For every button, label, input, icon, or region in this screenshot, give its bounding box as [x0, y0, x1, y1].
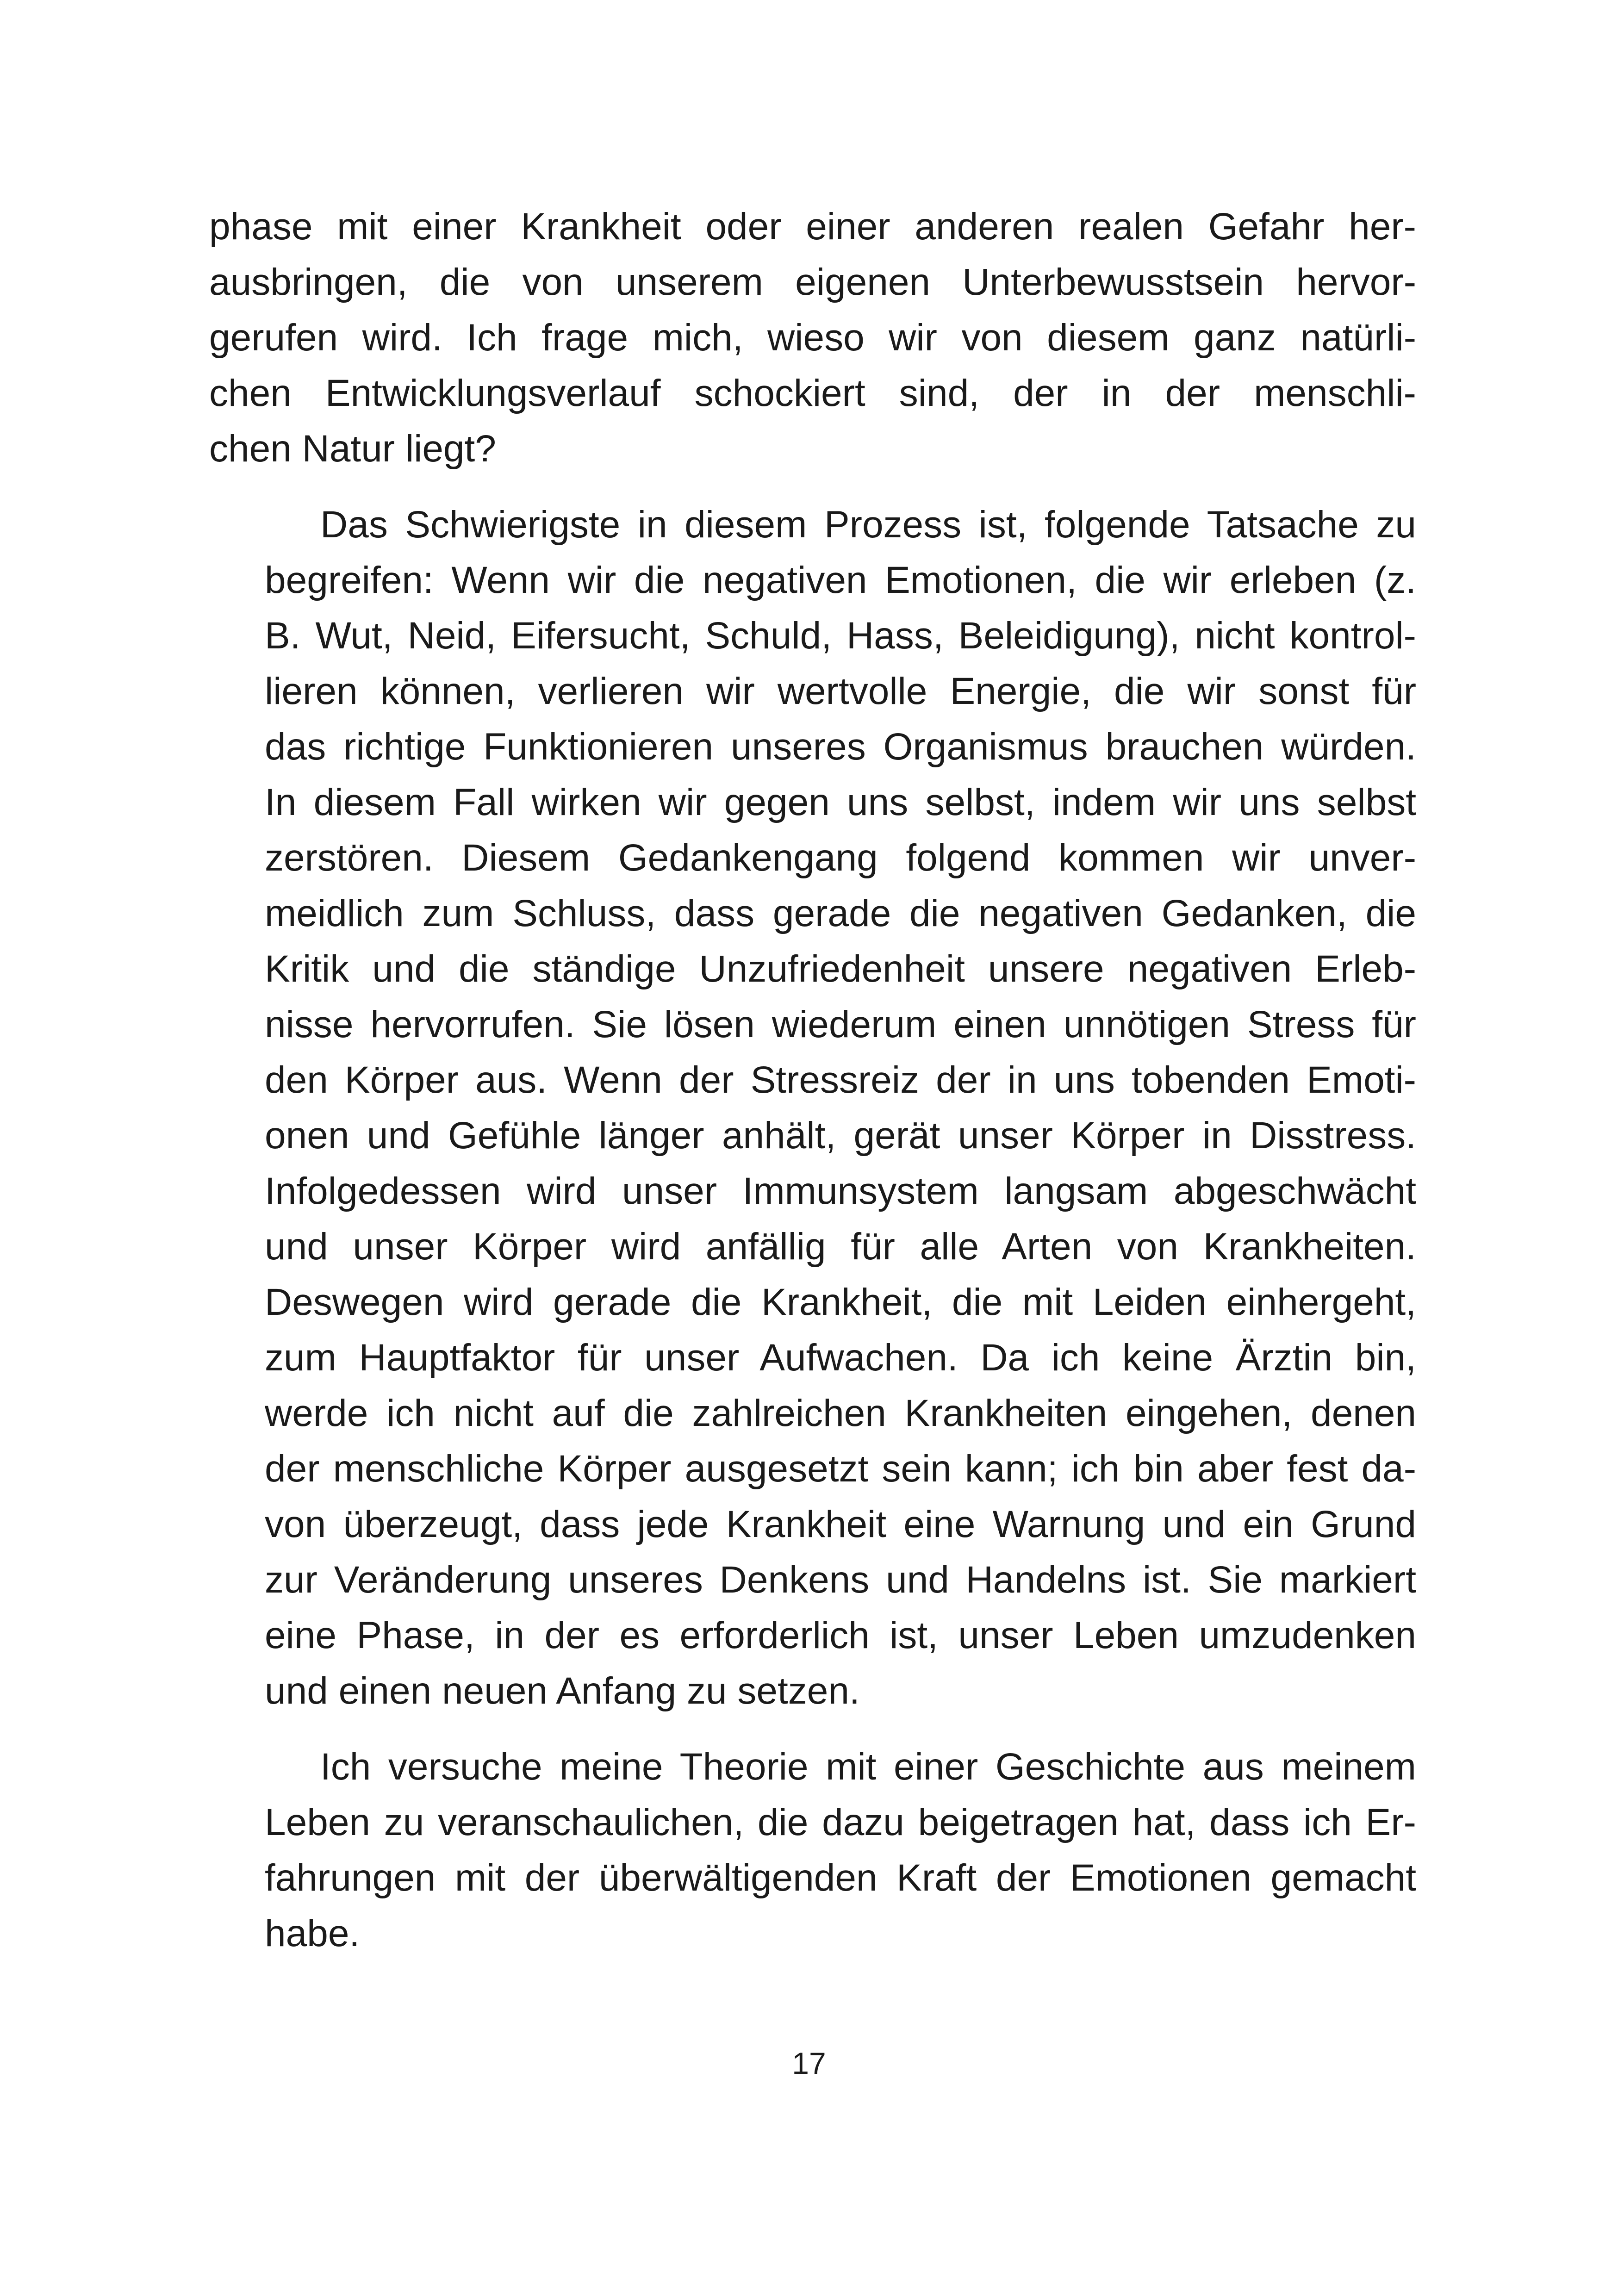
text-line: werde ich nicht auf die zahlreichen Krankheiten eingehen, denen	[265, 1392, 1416, 1434]
body-text	[209, 199, 1416, 1961]
text-line: das richtige Funktionieren unseres Organismus brauchen würden.	[265, 726, 1416, 768]
text-line: chen Natur liegt?	[209, 428, 496, 470]
text-line: onen und Gefühle länger anhält, gerät unser Körper in Disstress.	[265, 1114, 1416, 1157]
text-line: B. Wut, Neid, Eifersucht, Schuld, Hass, Beleidigung), nicht kontrol-	[265, 615, 1416, 657]
text-line: zur Veränderung unseres Denkens und Handelns ist. Sie markiert	[265, 1559, 1416, 1601]
text-line: den Körper aus. Wenn der Stressreiz der in uns tobenden Emoti-	[265, 1059, 1416, 1101]
paragraph	[209, 199, 1416, 477]
text-line: Kritik und die ständige Unzufriedenheit unsere negativen Erleb-	[265, 948, 1416, 990]
text-line: Das Schwierigste in diesem Prozess ist, folgende Tatsache zu	[320, 504, 1416, 546]
text-line: nisse hervorrufen. Sie lösen wiederum einen unnötigen Stress für	[265, 1003, 1416, 1045]
text-line: Deswegen wird gerade die Krankheit, die mit Leiden einhergeht,	[265, 1281, 1416, 1323]
text-line: Ich versuche meine Theorie mit einer Geschichte aus meinem	[320, 1746, 1416, 1788]
text-line: Leben zu veranschaulichen, die dazu beigetragen hat, dass ich Er-	[265, 1801, 1416, 1843]
text-line: zerstören. Diesem Gedankengang folgend kommen wir unver-	[265, 837, 1416, 879]
text-line: meidlich zum Schluss, dass gerade die negativen Gedanken, die	[265, 892, 1416, 934]
text-line: der menschliche Körper ausgesetzt sein kann; ich bin aber fest da-	[265, 1448, 1416, 1490]
text-line: von überzeugt, dass jede Krankheit eine Warnung und ein Grund	[265, 1503, 1416, 1545]
text-line: und unser Körper wird anfällig für alle Arten von Krankheiten.	[265, 1226, 1416, 1268]
text-line: ausbringen, die von unserem eigenen Unterbewusstsein hervor-	[209, 261, 1416, 303]
text-line: begreifen: Wenn wir die negativen Emotionen, die wir erleben (z.	[265, 559, 1416, 601]
paragraph	[209, 1739, 1416, 1961]
text-line: Infolgedessen wird unser Immunsystem langsam abgeschwächt	[265, 1170, 1416, 1212]
text-line: eine Phase, in der es erforderlich ist, unser Leben umzudenken	[265, 1614, 1416, 1656]
text-line: habe.	[265, 1912, 360, 1954]
text-line: chen Entwicklungsverlauf schockiert sind, der in der menschli-	[209, 372, 1416, 414]
text-line: In diesem Fall wirken wir gegen uns selbst, indem wir uns selbst	[265, 781, 1416, 823]
text-line: und einen neuen Anfang zu setzen.	[265, 1670, 860, 1712]
page-number: 17	[792, 2046, 826, 2080]
text-line: gerufen wird. Ich frage mich, wieso wir von diesem ganz natürli-	[209, 317, 1416, 359]
text-line: lieren können, verlieren wir wertvolle Energie, die wir sonst für	[265, 670, 1416, 712]
text-line: zum Hauptfaktor für unser Aufwachen. Da ich keine Ärztin bin,	[265, 1337, 1416, 1379]
text-line: phase mit einer Krankheit oder einer anderen realen Gefahr her-	[209, 205, 1416, 248]
text-line: fahrungen mit der überwältigenden Kraft der Emotionen gemacht	[265, 1857, 1416, 1899]
paragraph	[209, 497, 1416, 1719]
